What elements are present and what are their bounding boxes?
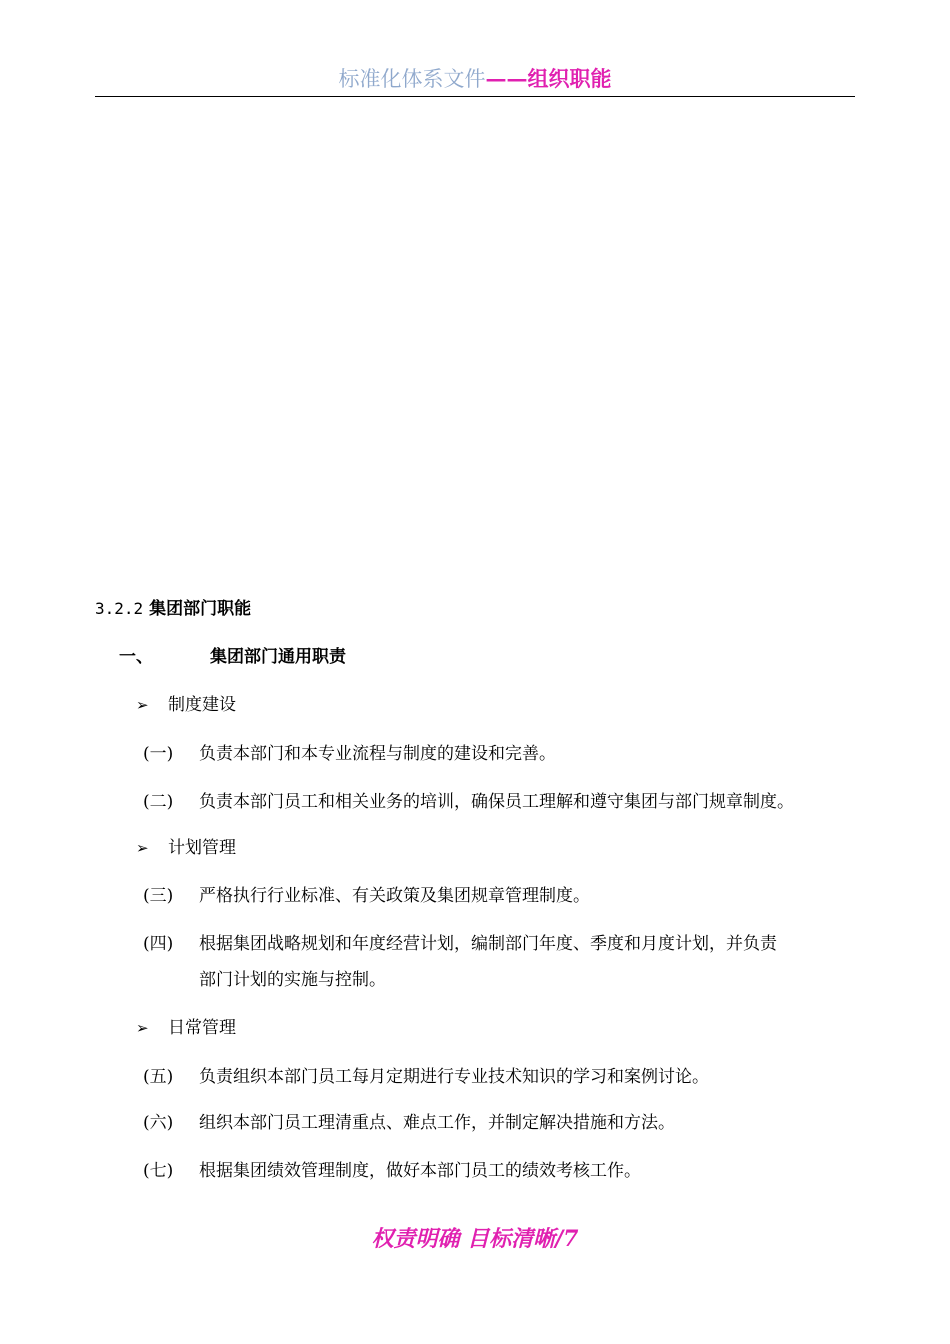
heading-level1 <box>119 642 346 667</box>
item-index: (四) <box>143 934 174 954</box>
list-item <box>143 787 794 812</box>
bullet-item <box>136 1013 236 1038</box>
list-item <box>143 1062 709 1087</box>
item-text: 组织本部门员工理清重点、难点工作，并制定解决措施和方法。 <box>199 1113 675 1133</box>
item-index: (六) <box>143 1113 174 1133</box>
item-index: (二) <box>143 792 174 812</box>
item-text: 根据集团绩效管理制度，做好本部门员工的绩效考核工作。 <box>199 1161 641 1181</box>
item-text: 根据集团战略规划和年度经营计划，编制部门年度、季度和月度计划，并负责 <box>199 934 777 954</box>
list-item <box>143 1108 675 1133</box>
item-text: 严格执行行业标准、有关政策及集团规章管理制度。 <box>199 886 590 906</box>
list-item <box>143 929 777 954</box>
list-item <box>143 739 556 764</box>
item-continuation: 部门计划的实施与控制。 <box>199 970 386 990</box>
arrow-bullet-icon: ➢ <box>136 1019 149 1037</box>
section-heading <box>95 594 251 619</box>
list-item <box>143 1156 641 1181</box>
page-header <box>95 62 855 97</box>
bullet-item <box>136 833 236 858</box>
item-index: (一) <box>143 744 174 764</box>
arrow-bullet-icon: ➢ <box>136 696 149 714</box>
item-text: 负责本部门和本专业流程与制度的建设和完善。 <box>199 744 556 764</box>
header-title-main: 标准化体系文件 <box>338 67 486 91</box>
header-title-dash: —— <box>485 66 528 91</box>
arrow-bullet-icon: ➢ <box>136 839 149 857</box>
item-text: 负责本部门员工和相关业务的培训，确保员工理解和遵守集团与部门规章制度。 <box>199 792 794 812</box>
bullet-item <box>136 690 236 715</box>
item-text: 负责组织本部门员工每月定期进行专业技术知识的学习和案例讨论。 <box>199 1067 709 1087</box>
section-title: 集团部门职能 <box>149 599 252 619</box>
item-index: (七) <box>143 1161 174 1181</box>
bullet-label: 计划管理 <box>168 838 236 858</box>
section-number: 3.2.2 <box>95 599 144 618</box>
heading-title: 集团部门通用职责 <box>210 647 346 667</box>
header-title-sub: 组织职能 <box>527 66 612 91</box>
page-footer: 权责明确 目标清晰/7 <box>371 1226 579 1252</box>
list-item <box>143 881 590 906</box>
bullet-label: 日常管理 <box>168 1018 236 1038</box>
item-index: (三) <box>143 886 174 906</box>
heading-index: 一、 <box>119 647 153 667</box>
bullet-label: 制度建设 <box>168 695 236 715</box>
item-index: (五) <box>143 1067 174 1087</box>
